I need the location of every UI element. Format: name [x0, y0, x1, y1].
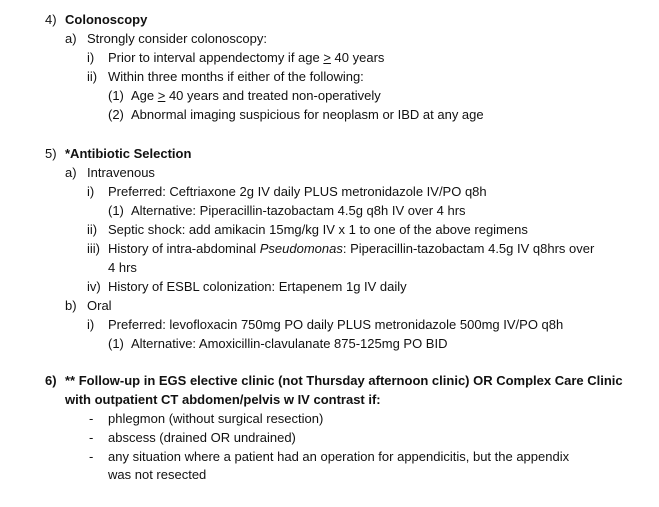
list-item: any situation where a patient had an operation for appendicitis, but the appendix: [108, 449, 570, 464]
s5-ii-text: Septic shock: add amikacin 15mg/kg IV x 1 to one of the above regimens: [108, 222, 528, 237]
section-6-title-line1: ** Follow-up in EGS elective clinic (not Thursday afternoon clinic) OR Complex Care Clinic: [65, 373, 623, 388]
bullet-dash: -: [89, 430, 94, 445]
list-item-cont: was not resected: [108, 467, 207, 482]
section-4-title: Colonoscopy: [65, 12, 148, 27]
s5-iii-text-cont: 4 hrs: [108, 260, 137, 275]
s4-n1-marker: (1): [108, 88, 124, 103]
ge-symbol: >: [157, 88, 166, 103]
s4-ii-marker: ii): [87, 69, 98, 84]
s4-i-marker: i): [87, 50, 95, 65]
s5-a-marker: a): [65, 165, 77, 180]
s5-iv-text: History of ESBL colonization: Ertapenem 1g IV daily: [108, 279, 407, 294]
s5-a-text: Intravenous: [87, 165, 155, 180]
s5-bi1-marker: (1): [108, 336, 124, 351]
s4-ii-text: Within three months if either of the following:: [108, 69, 364, 84]
s5-i-text: Preferred: Ceftriaxone 2g IV daily PLUS metronidazole IV/PO q8h: [108, 184, 487, 199]
s5-iv-marker: iv): [87, 279, 101, 294]
s4-i-text: Prior to interval appendectomy if age > 40 years: [108, 50, 385, 65]
s5-bi-text: Preferred: levofloxacin 750mg PO daily PLUS metronidazole 500mg IV/PO q8h: [108, 317, 564, 332]
list-item: phlegmon (without surgical resection): [108, 411, 324, 426]
s5-bi1-text: Alternative: Amoxicillin-clavulanate 875-125mg PO BID: [131, 336, 448, 351]
section-6-number: 6): [45, 373, 57, 388]
s5-bi-marker: i): [87, 317, 95, 332]
s4-a-marker: a): [65, 31, 77, 46]
s5-iii-text: History of intra-abdominal Pseudomonas: Piperacillin-tazobactam 4.5g IV q8hrs over: [108, 241, 595, 256]
s5-ii-marker: ii): [87, 222, 98, 237]
section-4-number: 4): [45, 12, 57, 27]
s5-iii-marker: iii): [87, 241, 100, 256]
s4-n2-marker: (2): [108, 107, 124, 122]
list-item: abscess (drained OR undrained): [108, 430, 296, 445]
bullet-dash: -: [89, 449, 94, 464]
bullet-dash: -: [89, 411, 94, 426]
ge-symbol: >: [323, 50, 331, 65]
section-5-number: 5): [45, 146, 57, 161]
s4-n2-text: Abnormal imaging suspicious for neoplasm or IBD at any age: [131, 107, 484, 122]
s5-i1-text: Alternative: Piperacillin-tazobactam 4.5g q8h IV over 4 hrs: [131, 203, 466, 218]
s4-a-text: Strongly consider colonoscopy:: [87, 31, 267, 46]
s5-b-text: Oral: [87, 298, 112, 313]
s5-i-marker: i): [87, 184, 95, 199]
s5-b-marker: b): [65, 298, 77, 313]
s5-i1-marker: (1): [108, 203, 124, 218]
section-6-title-line2: with outpatient CT abdomen/pelvis w IV contrast if:: [65, 392, 381, 407]
section-5-title: *Antibiotic Selection: [65, 146, 192, 161]
s4-n1-text: Age > 40 years and treated non-operatively: [131, 88, 381, 103]
